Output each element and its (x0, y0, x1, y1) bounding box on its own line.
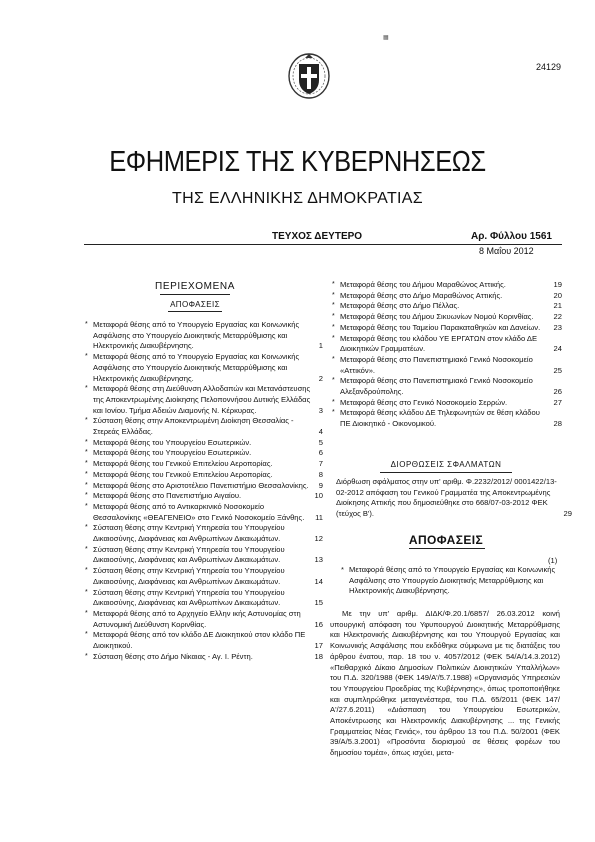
toc-entry-text: Μεταφορά θέσης από το Αντικαρκινικό Νοσοκομείο Θεσσαλονίκης «ΘΕΑΓΕΝΕΙΟ» στο Γενικό Νοσοκομείο Ξάνθης. (93, 501, 305, 522)
decisions-heading-underline (409, 548, 485, 549)
toc-entry-text: Μεταφορά θέσης από τον κλάδο ΔΕ Διοικητικού στον κλάδο ΠΕ Διοικητικού. (93, 630, 306, 651)
toc-entry (330, 408, 562, 429)
toc-entry (330, 323, 562, 334)
toc-entry-page: 6 (318, 448, 323, 458)
toc-entry (83, 630, 323, 651)
toc-right-column (330, 280, 562, 430)
toc-entry (83, 384, 323, 416)
toc-entry-text: Μεταφορά θέσης του κλάδου ΥΕ ΕΡΓΑΤΩΝ στον κλάδο ΔΕ Διοικητικών Γραμματέων. (340, 333, 538, 354)
toc-entry-page: 14 (314, 576, 323, 586)
toc-left-column (83, 320, 323, 663)
toc-entry (83, 545, 323, 566)
toc-entry (83, 491, 323, 502)
gazette-title: ΕΦΗΜΕΡΙΣ ΤΗΣ ΚΥΒΕΡΝΗΣΕΩΣ (109, 146, 486, 178)
toc-entry-text: Μεταφορά θέσης στη Διεύθυνση Αλλοδαπών και Μετανάστευσης της Αποκεντρωμένης Διοίκησης Πελοποννήσου Δυτικής Ελλάδας και Ιονίου. Τμήμα Αδειών Διαμονής Ν. Κέρκυρας. (93, 384, 311, 415)
toc-entry (83, 523, 323, 544)
toc-entry (83, 470, 323, 481)
toc-entry-page: 25 (553, 365, 562, 375)
item-number: (1) (548, 556, 558, 565)
toc-entry (83, 438, 323, 449)
toc-entry-text: Σύσταση θέσης στην Αποκεντρωμένη Διοίκηση Θεσσαλίας - Στερεάς Ελλάδας. (93, 416, 294, 437)
decisions-subheading: ΑΠΟΦΑΣΕΙΣ (170, 300, 220, 309)
toc-entry-page: 1 (318, 341, 323, 351)
toc-entry (330, 312, 562, 323)
toc-entry-page: 23 (553, 322, 562, 332)
gazette-subtitle: ΤΗΣ ΕΛΛΗΝΙΚΗΣ ΔΗΜΟΚΡΑΤΙΑΣ (172, 190, 423, 207)
toc-entry-text: Μεταφορά θέσης από το Αρχηγείο Ελλην ικής Αστυνομίας στη Αστυνομική Διεύθυνση Κορινθίας. (93, 608, 301, 629)
greek-coat-of-arms-icon (287, 50, 331, 100)
toc-entry-page: 9 (318, 480, 323, 490)
toc-entry (330, 301, 562, 312)
issue-date: 8 Μαΐου 2012 (479, 246, 534, 256)
toc-entry (330, 334, 562, 355)
errata-entry (336, 477, 572, 520)
toc-entry-text: Μεταφορά θέσης στο Πανεπιστημιακό Γενικό Νοσοκομείο Αλεξανδρούπολης. (340, 376, 533, 397)
errata-heading-underline (380, 472, 512, 473)
errata-page: 29 (563, 509, 572, 519)
toc-entry-page: 11 (315, 512, 323, 522)
toc-entry-text: Μεταφορά θέσης του Υπουργείου Εσωτερικών. (93, 437, 252, 447)
toc-entry-page: 22 (553, 312, 562, 322)
digital-signature-stamp: ▦ (383, 35, 389, 41)
toc-entry-page: 16 (314, 619, 323, 629)
toc-entry (330, 398, 562, 409)
toc-entry-page: 28 (553, 419, 562, 429)
toc-entry-text: Μεταφορά θέσης του Δήμου Μαραθώνος Αττικής. (340, 280, 506, 289)
toc-entry (83, 352, 323, 384)
toc-entry-page: 7 (318, 459, 323, 469)
errata-text: Διόρθωση σφάλματος στην υπ' αριθμ. Φ.2232/2012/ 0001422/13-02-2012 απόφαση του Γενικού Γραμματέα της Αποκεντρωμένης Διοίκησης Αττικής που δημοσιεύθηκε στο 668/07-03-2012 ΦΕΚ (τεύχος Β'). (336, 477, 557, 519)
decisions-subheading-underline (168, 311, 222, 312)
toc-entry-page: 5 (318, 437, 323, 447)
toc-entry-text: Μεταφορά θέσης κλάδου ΔΕ Τηλεφωνητών σε θέση κλάδου ΠΕ Διοικητικό - Οικονομικού. (340, 408, 540, 429)
toc-entry-text: Σύσταση θέσης στην Κεντρική Υπηρεσία του Υπουργείου Δικαιοσύνης, Διαφάνειας και Ανθρωπίνων Δικαιωμάτων. (93, 566, 285, 586)
toc-entry-text: Μεταφορά θέσης του Υπουργείου Εσωτερικών. (93, 448, 252, 458)
toc-entry-page: 2 (318, 373, 323, 383)
toc-entry (83, 502, 323, 523)
page-number: 24129 (536, 62, 562, 72)
toc-entry-text: Μεταφορά θέσης στο Γενικό Νοσοκομείο Σερρών. (340, 397, 508, 407)
toc-entry (83, 609, 323, 630)
toc-entry-text: Μεταφορά θέσης στο Δήμο Μαραθώνος Αττικής. (340, 290, 503, 300)
contents-heading: ΠΕΡΙΕΧΟΜΕΝΑ (155, 281, 235, 292)
toc-entry (330, 280, 562, 291)
decisions-heading: ΑΠΟΦΑΣΕΙΣ (408, 533, 484, 547)
toc-entry (83, 416, 323, 437)
toc-entry-page: 26 (553, 387, 562, 397)
toc-entry-page: 4 (318, 427, 323, 437)
toc-entry-page: 21 (553, 301, 562, 311)
toc-entry-page: 15 (314, 598, 323, 608)
item-title: * Μεταφορά θέσης από το Υπουργείο Εργασίας και Κοινωνικής Ασφάλισης στο Υπουργείο Διοικητικής Μεταρρύθμισης και Ηλεκτρονικής Διακυβέρνησης. (339, 565, 567, 597)
toc-entry-text: Μεταφορά θέσης από το Υπουργείο Εργασίας και Κοινωνικής Ασφάλισης στο Υπουργείο Διοικητικής Μεταρρύθμισης και Ηλεκτρονικής Διακυβέρνησης. (93, 320, 300, 351)
toc-entry (330, 291, 562, 302)
toc-entry (330, 355, 562, 376)
errata-heading: ΔΙΟΡΘΩΣΕΙΣ ΣΦΑΛΜΑΤΩΝ (390, 460, 502, 469)
toc-entry-page: 27 (553, 397, 562, 407)
toc-entry-page: 24 (553, 344, 562, 354)
toc-entry-page: 17 (314, 641, 323, 651)
toc-entry (83, 481, 323, 492)
toc-entry-page: 12 (314, 534, 323, 544)
contents-heading-underline (160, 294, 230, 295)
toc-entry-page: 3 (318, 405, 323, 415)
decision-body-text: Με την υπ' αριθμ. ΔΙΔΚ/Φ.20.1/6857/ 26.03.2012 κοινή υπουργική απόφαση του Υφυπουργού Διοικητικής Μεταρρύθμισης και Ηλεκτρονικής Διακυβέρνησης και του Υπουργού Εργασίας και Κοινωνικής Ασφάλισης που εκδόθηκε σύμφωνα με τις διατάξεις του άρθρου ένατου, παρ. 18 του ν. 4057/2012 (ΦΕΚ 54/Α/14.3.2012) «Πειθαρχικό Δίκαιο Δημοσίων Πολιτικών Διοικητικών Υπαλλήλων» του Π.Δ. 320/1988 (ΦΕΚ 149/Α'/5.7.1988) «Οργανισμός Υπηρεσιών του Υπουργείου Προεδρίας της Κυβέρνησης», όπως τροποποιήθηκε και συμπληρώθηκε μεταγενέστερα, του Π.Δ. 65/2011 (ΦΕΚ 147/Α'/27.6.2011) «Διάσπαση του Υπουργείου Εσωτερικών, Αποκέντρωσης και Ηλεκτρονικής Διακυβέρνησης ... της Γενικής Γραμματείας Νέας Γενιάς», του άρθρου 13 του Π.Δ. 50/2001 (ΦΕΚ 39/Α/5.3.2001) «Προσόντα διορισμού σε θέσεις φορέων του δημοσίου τομέα», όπως ισχύει, μετα- (330, 609, 560, 758)
toc-entry-text: Μεταφορά θέσης του Δήμου Σικυωνίων Νομού Κορινθίας. (340, 312, 534, 322)
toc-entry-page: 10 (314, 491, 323, 501)
toc-entry-page: 8 (318, 469, 323, 479)
toc-entry-text: Μεταφορά θέσης στο Δήμο Πέλλας. (340, 301, 460, 311)
issue-label: ΤΕΥΧΟΣ ΔΕΥΤΕΡΟ (272, 231, 363, 242)
toc-entry-text: Σύσταση θέσης στην Κεντρική Υπηρεσία του Υπουργείου Δικαιοσύνης, Διαφάνειας και Ανθρωπίνων Δικαιωμάτων. (93, 523, 285, 544)
toc-entry-page: 18 (314, 651, 323, 661)
toc-entry (83, 588, 323, 609)
toc-entry (83, 448, 323, 459)
toc-entry-text: Μεταφορά θέσης του Γενικού Επιτελείου Αεροπορίας. (93, 459, 273, 469)
toc-entry (83, 459, 323, 470)
toc-entry-text: Σύσταση θέσης στην Κεντρική Υπηρεσία του Υπουργείου Δικαιοσύνης, Διαφάνειας και Ανθρωπίνων Δικαιωμάτων. (93, 544, 285, 565)
toc-entry (330, 376, 562, 397)
toc-entry-text: Μεταφορά θέσης του Γενικού Επιτελείου Αεροπορίας. (93, 469, 273, 479)
toc-entry (83, 652, 323, 663)
toc-entry-text: Μεταφορά θέσης του Ταμείου Παρακαταθηκών και Δανείων. (340, 322, 541, 332)
toc-entry (83, 566, 323, 587)
toc-entry-text: Μεταφορά θέσης στο Πανεπιστημιακό Γενικό Νοσοκομείο «Αττικόν». (340, 354, 533, 375)
toc-entry-text: Μεταφορά θέσης από το Υπουργείο Εργασίας και Κοινωνικής Ασφάλισης στο Υπουργείο Διοικητικής Μεταρρύθμισης και Ηλεκτρονικής Διακυβέρνησης. (93, 352, 300, 383)
toc-entry-page: 13 (314, 555, 323, 565)
toc-entry-page: 19 (553, 280, 562, 289)
toc-entry-text: Μεταφορά θέσης στο Πανεπιστήμιο Αιγαίου. (93, 491, 242, 501)
toc-entry-page: 20 (553, 290, 562, 300)
sheet-number: Αρ. Φύλλου 1561 (471, 231, 552, 242)
toc-entry-text: Σύσταση θέσης στην Κεντρική Υπηρεσία του Υπουργείου Δικαιοσύνης, Διαφάνειας και Ανθρωπίνων Δικαιωμάτων. (93, 587, 285, 608)
toc-entry-text: Σύσταση θέσης στο Δήμο Νίκαιας - Αγ. Ι. Ρέντη. (93, 651, 253, 661)
toc-entry (83, 320, 323, 352)
header-divider (84, 244, 562, 245)
toc-entry-text: Μεταφορά θέσης στο Αριστοτέλειο Πανεπιστήμιο Θεσσαλονίκης. (93, 480, 309, 490)
